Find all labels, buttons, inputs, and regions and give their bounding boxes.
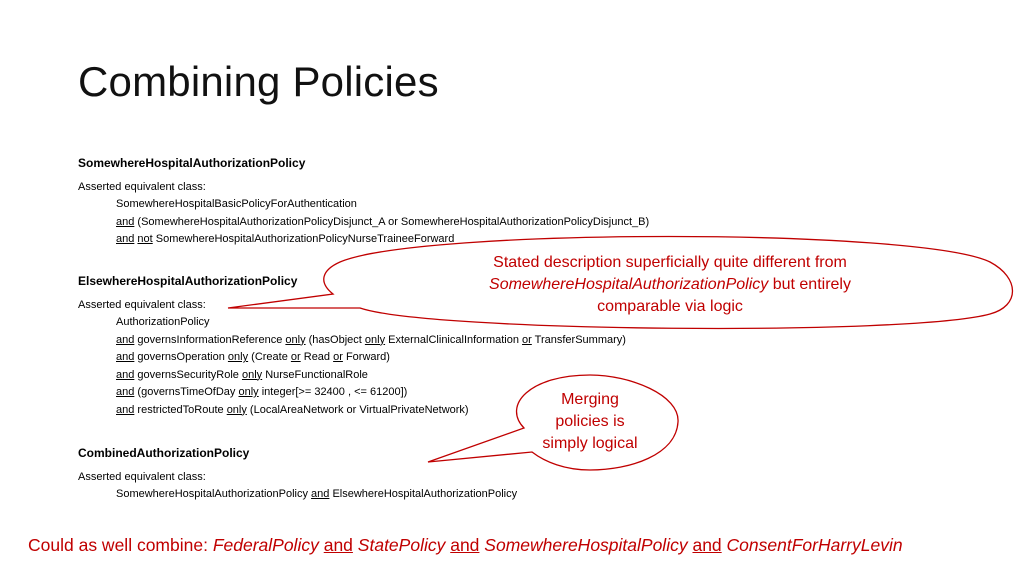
- keyword: and: [116, 386, 135, 398]
- text-segment: governsInformationReference: [134, 333, 286, 346]
- keyword: or: [522, 333, 532, 346]
- asserted-label: Asserted equivalent class:: [78, 470, 206, 483]
- keyword: and: [311, 488, 330, 500]
- text-segment: Read: [300, 351, 334, 363]
- text-segment: SomewhereHospitalAuthorizationPolicyNurseTraineeForward: [152, 233, 455, 245]
- callout-text-1: Stated description superficially quite different from SomewhereHospitalAuthorizationPolicy but entirely comparable via logic: [489, 254, 851, 315]
- policy-name: CombinedAuthorizationPolicy: [78, 446, 250, 460]
- keyword: only: [241, 368, 263, 381]
- keyword: only: [238, 386, 259, 398]
- text-segment: governsOperation: [134, 351, 228, 363]
- text-segment: NurseFunctionalRole: [262, 368, 368, 381]
- policy-ref: SomewhereHospitalPolicy: [484, 535, 688, 555]
- policy-ref: StatePolicy: [357, 535, 446, 555]
- keyword: and: [116, 333, 135, 346]
- text-segment: (Create: [248, 351, 291, 363]
- text-segment: governsSecurityRole: [134, 368, 242, 381]
- footer-note: [28, 535, 903, 556]
- text-segment: integer[>= 32400 , <= 61200]): [258, 386, 408, 398]
- text-segment: (governsTimeOfDay: [134, 386, 239, 398]
- keyword: and: [116, 351, 135, 363]
- keyword: only: [226, 403, 247, 416]
- text-segment: ExternalClinicalInformation: [385, 333, 523, 346]
- callout-text-2: Merging policies is simply logical: [542, 391, 638, 452]
- policy-name: SomewhereHospitalAuthorizationPolicy: [78, 156, 306, 170]
- keyword: not: [137, 233, 153, 245]
- text-segment: (hasObject: [305, 333, 365, 346]
- keyword: and: [116, 403, 135, 416]
- text-segment: ElsewhereHospitalAuthorizationPolicy: [329, 488, 518, 500]
- keyword: or: [333, 351, 343, 363]
- keyword: only: [285, 333, 306, 346]
- keyword: and: [116, 215, 135, 228]
- keyword: only: [364, 333, 386, 346]
- keyword: and: [450, 535, 480, 555]
- keyword: and: [323, 535, 353, 555]
- text-segment: SomewhereHospitalBasicPolicyForAuthentication: [116, 198, 357, 210]
- text-segment: (SomewhereHospitalAuthorizationPolicyDisjunct_A or SomewhereHospitalAuthorizationPolicyDisjunct_B): [134, 215, 650, 228]
- keyword: or: [290, 351, 301, 363]
- policy-name: ElsewhereHospitalAuthorizationPolicy: [78, 274, 298, 288]
- keyword: and: [116, 233, 135, 245]
- keyword: only: [227, 351, 249, 363]
- keyword: and: [116, 368, 135, 381]
- text-segment: restrictedToRoute: [134, 403, 227, 416]
- text-segment: TransferSummary): [531, 333, 626, 346]
- asserted-label: Asserted equivalent class:: [78, 180, 206, 193]
- text-segment: SomewhereHospitalAuthorizationPolicy: [116, 488, 312, 500]
- policy-ref: FederalPolicy: [212, 535, 319, 555]
- text-segment: (LocalAreaNetwork or VirtualPrivateNetwork): [246, 403, 469, 416]
- keyword: and: [692, 535, 722, 555]
- policy-ref: ConsentForHarryLevin: [726, 535, 903, 555]
- slide-title: Combining Policies: [78, 58, 439, 105]
- asserted-label: Asserted equivalent class:: [78, 298, 206, 311]
- text-segment: AuthorizationPolicy: [116, 316, 210, 328]
- text-segment: Forward): [342, 351, 390, 363]
- text-segment: Could as well combine:: [28, 535, 213, 555]
